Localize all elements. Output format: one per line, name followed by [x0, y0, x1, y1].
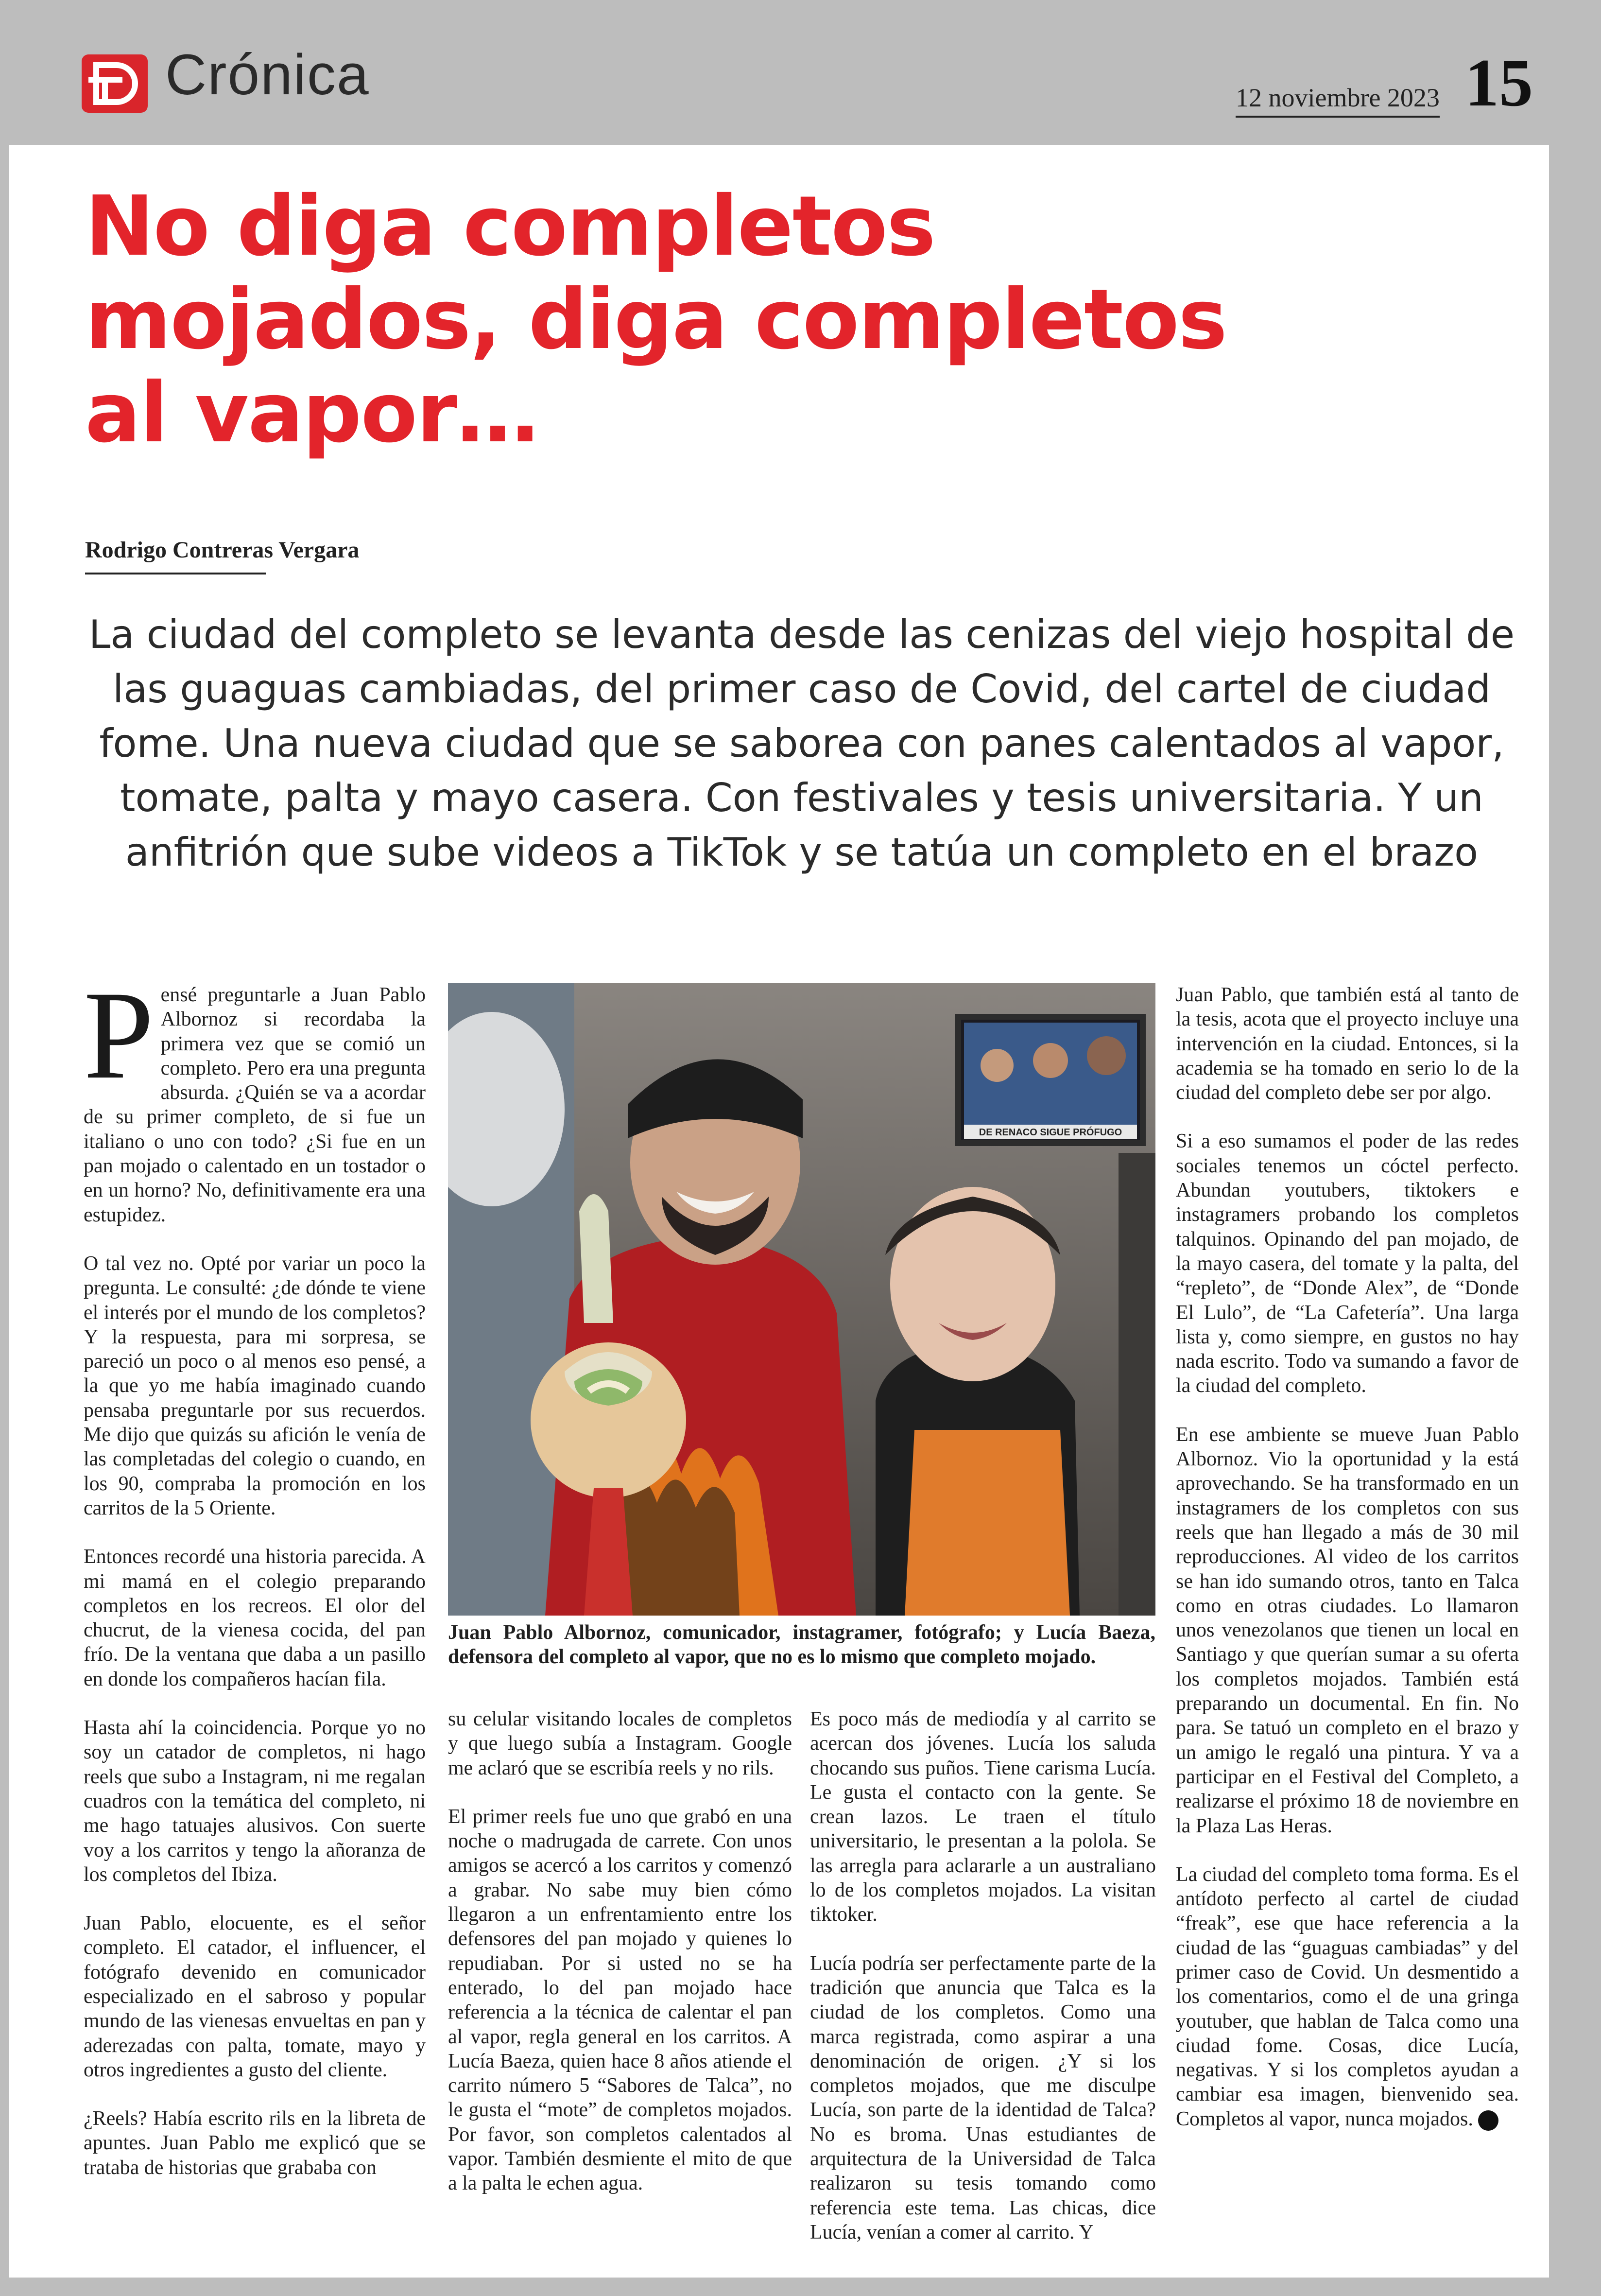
paragraph: Hasta ahí la coincidencia. Porque yo no soy un catador de completos, ni hago reels que subo a Instagram, ni me regalan cuadros con la temática del completo, ni me hago tatuajes alusivos. Con suerte voy a los carritos y tengo la añoranza de los completos del Ibiza. [84, 1717, 426, 1886]
closing-paragraph: La ciudad del completo toma forma. Es el antídoto perfecto al cartel de ciudad “freak”, ese que hace referencia a la ciudad de las “guaguas cambiadas” y del primer caso de Covid. Un desmentido a los comentarios, como el de una gringa youtuber, que hablan de Talca como una ciudad fome. Cosas, dice Lucía, negativas. Y si los completos ayudan a cambiar esa imagen, bienvenido sea. Completos al vapor, nunca mojados. [1176, 1863, 1519, 2130]
section-name: Crónica [165, 43, 370, 107]
paragraph: Entonces recordé una historia parecida. A mi mamá en el colegio preparando completos en los recreos. El olor del chucrut, de la vienesa cocida, del pan frío. De la ventana que daba a un pasillo en donde los compañeros hacían fila. [84, 1546, 426, 1690]
paragraph: Es poco más de mediodía y al carrito se acercan dos jóvenes. Lucía los saluda chocando sus puños. Tiene carisma Lucía. Le gusta el contacto con la gente. Se crean lazos. Le traen el título universitario, le presentan a la polola. Se las arregla para aclararle a un australiano lo de los completos mojados. La visitan tiktoker. [810, 1708, 1156, 1926]
paragraph: El primer reels fue uno que grabó en una noche o madrugada de carrete. Con unos amigos se acercó a los carritos y comenzó a grabar. No sabe muy bien cómo llegaron a un enfrentamiento entre los defensores del pan mojado y quienes lo repudiaban. Por si usted no se ha enterado, lo del pan mojado hace referencia a la técnica de calentar el pan al vapor, regla general en los carritos. A Lucía Baeza, quien hace 8 años atiende el carrito número 5 “Sabores de Talca”, no le gusta el “mote” de completos mojados. Por favor, son completos calentados al vapor. También desmiente el mito de que a la palta le echen agua. [448, 1805, 792, 2195]
paragraph: O tal vez no. Opté por variar un poco la pregunta. Le consulté: ¿de dónde te viene el interés por el mundo de los completos? Y la respuesta, para mi sorpresa, se pareció un poco o al menos eso pensé, a la que yo me había imaginado cuando pensaba preguntarle por sus recuerdos. Me dijo que quizás su afición le venía de las completadas del colegio o cuando, en los 90, compraba la promoción en los carritos de la 5 Oriente. [84, 1252, 426, 1519]
drop-cap: P [84, 965, 154, 1105]
paragraph: ¿Reels? Había escrito rils en la libreta de apuntes. Juan Pablo me explicó que se trataba de historias que grababa con [84, 2107, 426, 2179]
page-header [0, 0, 1601, 145]
byline-rule [85, 573, 266, 574]
paragraph: Juan Pablo, elocuente, es el señor completo. El catador, el influencer, el fotógrafo devenido en comunicador especializado en el sabroso y popular mundo de las vienesas envueltas en pan y aderezadas con palta, tomate, mayo y otros ingredientes a gusto del cliente. [84, 1912, 426, 2081]
column-4 [1176, 983, 1519, 2156]
paragraph: Pensé preguntarle a Juan Pablo Albornoz si recordaba la primera vez que se comió un completo. Pero era una pregunta absurda. ¿Quién se va a acordar de su primer completo, de si fue un italiano o uno con todo? ¿Si fue en un pan mojado o calentado en un tostador o en un horno? No, definitivamente era una estupidez. [84, 965, 426, 1226]
paragraph: En ese ambiente se mueve Juan Pablo Albornoz. Vio la oportunidad y la está aprovechando. Se ha transformado en un instagramers de los completos con sus reels que han llegado a más de 30 mil reproducciones. Al video de los carritos se han ido sumando otros, tanto en Talca como en otras ciudades. Lo llamaron unos venezolanos que tienen un local en Santiago y que querían sumar a su oferta los completos mojados. También está preparando un documental. En fin. No para. Se tatuó un completo en el brazo y un amigo le regaló una pintura. Y va a participar en el Festival del Completo, a realizarse el próximo 18 de noviembre en la Plaza Las Heras. [1176, 1423, 1519, 1837]
paragraph [1176, 1862, 1519, 2131]
column-3 [810, 1707, 1156, 2269]
tv-ticker-text: DE RENACO SIGUE PRÓFUGO [979, 1127, 1122, 1138]
column-1 [84, 965, 426, 2204]
paragraph: Si a eso sumamos el poder de las redes sociales tenemos un cóctel perfecto. Abundan youtubers, tiktokers e instagramers probando los completos talquinos. Opinando del pan mojado, de la mayo casera, del tomate y la palta, del “repleto”, de “Donde Alex”, de “Donde El Lulo”, de “La Cafetería”. Una larga lista y, como siempre, en gustos no hay nada escrito. Todo va sumando a favor de la ciudad del completo. [1176, 1130, 1519, 1397]
end-of-article-icon [1478, 2110, 1498, 2131]
paragraph: su celular visitando locales de completos y que luego subía a Instagram. Google me aclaró que se escribía reels y no rils. [448, 1708, 792, 1779]
photo-illustration [448, 983, 1155, 1616]
headline: No diga completos mojados, diga completos al vapor… [85, 178, 1227, 461]
paragraph: Juan Pablo, que también está al tanto de la tesis, acota que el proyecto incluye una intervención en la ciudad. Entonces, si la academia se ha tomado en serio lo de la ciudad del completo debe ser por algo. [1176, 984, 1519, 1104]
page-number: 15 [1465, 45, 1533, 121]
lede: La ciudad del completo se levanta desde las cenizas del viejo hospital de las guaguas cambiadas, del primer caso de Covid, del cartel de ciudad fome. Una nueva ciudad que se saborea con panes calentados al vapor, tomate, palta y mayo casera. Con festivales y tesis universitaria. Y un anfitrión que sube videos a TikTok y se tatúa un completo en el brazo [88, 612, 1515, 875]
diario-logo-icon [82, 54, 148, 113]
column-2 [448, 1707, 792, 2220]
photo-caption: Juan Pablo Albornoz, comunicador, instagramer, fotógrafo; y Lucía Baeza, defensora del completo al vapor, que no es lo mismo que completo mojado. [448, 1621, 1155, 1668]
article-photo [448, 983, 1155, 1616]
byline: Rodrigo Contreras Vergara [85, 537, 360, 563]
issue-date: 12 noviembre 2023 [1236, 83, 1440, 118]
paragraph: Lucía podría ser perfectamente parte de la tradición que anuncia que Talca es la ciudad de los completos. Como una marca registrada, como aspirar a una denominación de origen. ¿Y si los completos mojados, que me disculpe Lucía, son parte de la identidad de Talca? No es broma. Unas estudiantes de arquitectura de la Universidad de Talca realizaron su tesis tomando como referencia este tema. Las chicas, dice Lucía, venían a comer al carrito. Y [810, 1952, 1156, 2244]
